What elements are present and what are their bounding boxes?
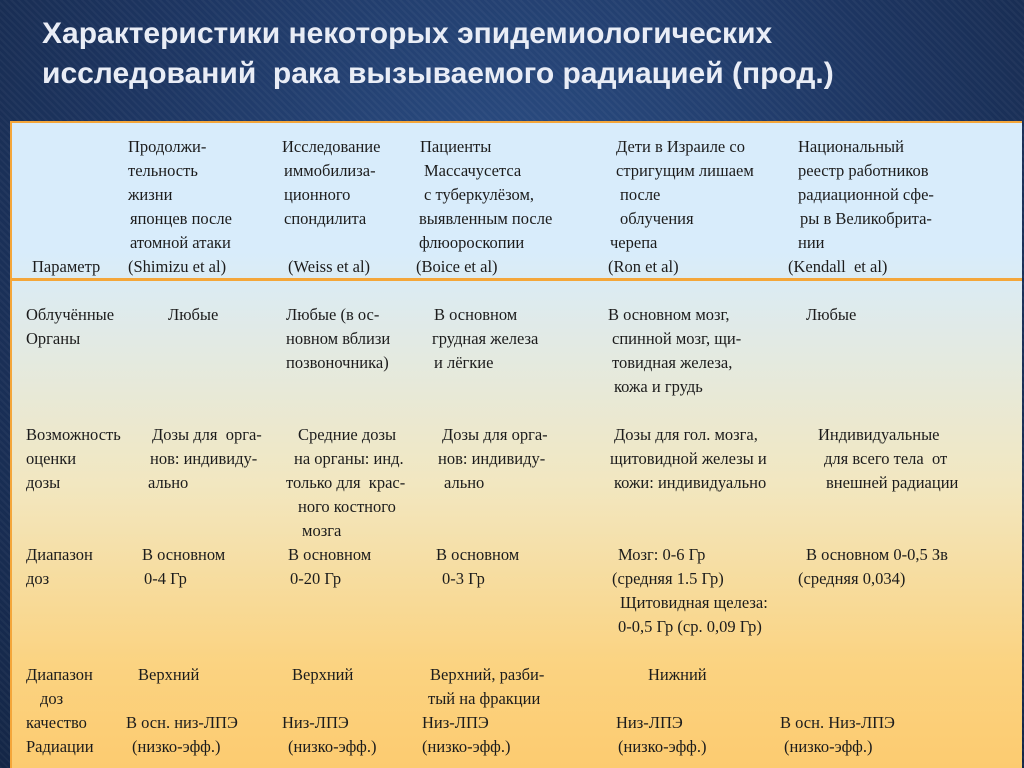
table-cell: В основном мозг, xyxy=(608,305,730,324)
table-cell: ально xyxy=(148,473,189,492)
table-cell: нов: индивиду- xyxy=(438,449,546,468)
table-cell: на органы: инд. xyxy=(294,449,404,468)
table-cell: В основном xyxy=(288,545,372,564)
header-weiss-citation: (Weiss et al) xyxy=(288,257,371,276)
header-kendall-citation: (Kendall et al) xyxy=(788,257,888,276)
table-cell: В основном xyxy=(436,545,520,564)
row-label: доз xyxy=(40,689,64,708)
header-ron-line: стригущим лишаем xyxy=(616,161,754,180)
header-kendall-line: реестр работников xyxy=(798,161,929,180)
table-cell: кожа и грудь xyxy=(614,377,703,396)
header-shimizu-line: тельность xyxy=(128,161,198,180)
header-boice-line: Массачусетса xyxy=(424,161,522,180)
table-cell: 0-3 Гр xyxy=(442,569,485,588)
table-cell: новном вблизи xyxy=(286,329,391,348)
row-label: Диапазон xyxy=(26,665,93,684)
table-cell: грудная железа xyxy=(432,329,539,348)
table-cell: Низ-ЛПЭ xyxy=(282,713,349,732)
table-cell: Дозы для гол. мозга, xyxy=(614,425,758,444)
table-cell: Нижний xyxy=(648,665,707,684)
table-cell: Дозы для орга- xyxy=(442,425,548,444)
table-cell: Мозг: 0-6 Гр xyxy=(618,545,706,564)
header-kendall-line: ры в Великобрита- xyxy=(800,209,932,228)
header-kendall-line: нии xyxy=(798,233,825,252)
table-cell: только для крас- xyxy=(286,473,406,492)
row-label: Диапазон xyxy=(26,545,93,564)
slide-title-line-1: Характеристики некоторых эпидемиологических xyxy=(42,17,773,50)
row-label: дозы xyxy=(26,473,61,492)
table-cell: 0-0,5 Гр (ср. 0,09 Гр) xyxy=(618,617,762,636)
header-ron-citation: (Ron et al) xyxy=(608,257,679,276)
table-cell: (низко-эфф.) xyxy=(422,737,511,756)
table-cell: (низко-эфф.) xyxy=(618,737,707,756)
table-cell: (средняя 0,034) xyxy=(798,569,906,588)
header-shimizu-line: жизни xyxy=(128,185,173,204)
header-boice-line: Пациенты xyxy=(420,137,492,156)
header-shimizu-citation: (Shimizu et al) xyxy=(128,257,227,276)
header-weiss-line: ционного xyxy=(284,185,351,204)
header-boice-citation: (Boice et al) xyxy=(416,257,498,276)
header-param-label: Параметр xyxy=(32,257,101,276)
header-kendall-line: Национальный xyxy=(798,137,904,156)
table-cell: В основном xyxy=(142,545,226,564)
table-cell: ного костного xyxy=(298,497,396,516)
table-cell: Верхний xyxy=(292,665,354,684)
table-cell: и лёгкие xyxy=(434,353,494,372)
table-cell: Щитовидная щелеза: xyxy=(620,593,768,612)
table-cell: тый на фракции xyxy=(428,689,541,708)
header-ron-line: черепа xyxy=(610,233,658,252)
table-cell: Любые xyxy=(806,305,857,324)
table-cell: (средняя 1.5 Гр) xyxy=(612,569,724,588)
header-ron-line: облучения xyxy=(620,209,694,228)
header-weiss-line: спондилита xyxy=(284,209,367,228)
header-weiss-line: иммобилиза- xyxy=(284,161,376,180)
header-ron-line: после xyxy=(620,185,661,204)
table-cell: Низ-ЛПЭ xyxy=(616,713,683,732)
table-cell: для всего тела от xyxy=(824,449,948,468)
table-cell: (низко-эфф.) xyxy=(288,737,377,756)
table-cell: Дозы для орга- xyxy=(152,425,262,444)
header-kendall-line: радиационной сфе- xyxy=(798,185,934,204)
table-cell: Средние дозы xyxy=(298,425,397,444)
table-cell: (низко-эфф.) xyxy=(784,737,873,756)
table-cell: 0-20 Гр xyxy=(290,569,342,588)
table-cell: 0-4 Гр xyxy=(144,569,187,588)
table-cell: ально xyxy=(444,473,485,492)
header-ron-line: Дети в Израиле со xyxy=(616,137,745,156)
table-cell: внешней радиации xyxy=(826,473,959,492)
row-label: Возможность xyxy=(26,425,121,444)
header-boice-line: с туберкулёзом, xyxy=(424,185,535,204)
table-cell: Верхний xyxy=(138,665,200,684)
header-boice-line: флюороскопии xyxy=(419,233,525,252)
table-cell: Любые xyxy=(168,305,219,324)
table-cell: В осн. Низ-ЛПЭ xyxy=(780,713,895,732)
row-label: Радиации xyxy=(26,737,94,756)
table-cell: Низ-ЛПЭ xyxy=(422,713,489,732)
row-label: Органы xyxy=(26,329,81,348)
table-cell: В осн. низ-ЛПЭ xyxy=(126,713,238,732)
table-cell: позвоночника) xyxy=(286,353,389,372)
table-cell: (низко-эфф.) xyxy=(132,737,221,756)
table-cell: товидная железа, xyxy=(612,353,733,372)
table-cell: мозга xyxy=(302,521,342,540)
table-cell: нов: индивиду- xyxy=(150,449,258,468)
header-shimizu-line: атомной атаки xyxy=(130,233,231,252)
row-label: оценки xyxy=(26,449,77,468)
table-cell: Любые (в ос- xyxy=(286,305,380,324)
table-cell: Верхний, разби- xyxy=(430,665,545,684)
table-cell: В основном xyxy=(434,305,518,324)
row-label: Облучённые xyxy=(26,305,115,324)
header-shimizu-line: японцев после xyxy=(130,209,232,228)
table-cell: кожи: индивидуально xyxy=(614,473,767,492)
header-shimizu-line: Продолжи- xyxy=(128,137,207,156)
table-cell: В основном 0-0,5 Зв xyxy=(806,545,948,564)
table-cell: спинной мозг, щи- xyxy=(612,329,742,348)
row-label: доз xyxy=(26,569,50,588)
comparison-table xyxy=(10,121,1022,768)
table-cell: щитовидной железы и xyxy=(610,449,767,468)
table-cell: Индивидуальные xyxy=(818,425,940,444)
header-boice-line: выявленным после xyxy=(419,209,553,228)
header-weiss-line: Исследование xyxy=(282,137,381,156)
row-label: качество xyxy=(26,713,87,732)
slide-title-line-2: исследований рака вызываемого радиацией (прод.) xyxy=(42,57,834,90)
slide-title xyxy=(42,14,1002,94)
